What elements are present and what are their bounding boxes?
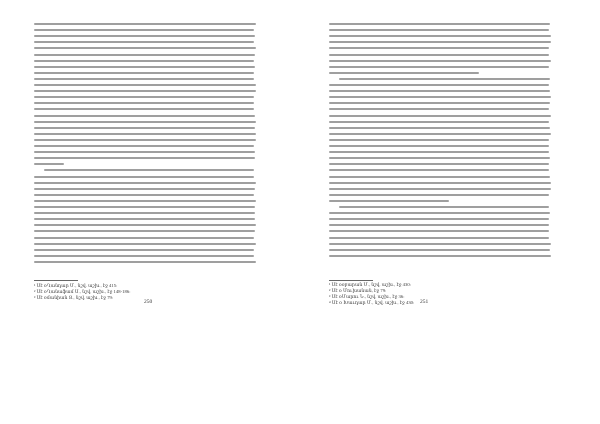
right-body-text-line	[329, 230, 549, 232]
right-body-text-line	[329, 47, 549, 49]
right-footnote-2: ² Սէ օ Մուխանան, էջ 79:	[329, 288, 387, 293]
left-body-text-line	[34, 121, 256, 123]
left-body-text-line	[34, 84, 256, 86]
right-body-text-line	[329, 169, 549, 171]
left-footnote-rule	[34, 280, 78, 281]
left-body-text-line	[34, 230, 255, 232]
left-body-text-line	[34, 176, 254, 178]
right-body-text-line	[329, 102, 550, 104]
left-body-text-line	[34, 72, 254, 74]
right-body-text-line	[329, 157, 550, 159]
right-body-text-line	[329, 41, 551, 43]
right-body-text-line	[329, 151, 549, 153]
left-body-text-line	[34, 182, 256, 184]
right-footnote-rule	[329, 280, 373, 281]
right-body-text-line	[329, 60, 551, 62]
left-body-text-line	[34, 157, 255, 159]
left-body-text-line	[34, 139, 256, 141]
right-body-text-line	[329, 224, 549, 226]
right-body-text-line	[329, 108, 549, 110]
left-body-text-line	[34, 102, 254, 104]
right-footnote-3: ³ Սէ օՄարու Ն., նշվ. աշխ., էջ 36:	[329, 294, 405, 299]
left-body-text-line	[34, 35, 255, 37]
right-body-text-line	[329, 237, 549, 239]
right-body-text-line	[329, 115, 551, 117]
right-body-text-line	[329, 35, 551, 37]
right-body-text-line	[329, 212, 550, 214]
right-body-text-line	[329, 90, 550, 92]
left-footnote-2: ² Սէ օՂանաֆամ Ս., նշվ. աշխ., էջ 148-186:	[34, 289, 131, 294]
left-body-text-line	[34, 218, 255, 220]
left-body-text-line	[34, 237, 254, 239]
left-body-text-line	[34, 249, 254, 251]
left-body-text-line	[34, 255, 254, 257]
right-footnote-4: ⁴ Սէ օ Խաւդար Մ., նշվ. աշխ., էջ 430:	[329, 300, 415, 305]
left-body-text-line	[34, 151, 255, 153]
left-body-text-line	[34, 261, 256, 263]
left-body-text-line	[34, 224, 256, 226]
right-body-text-line	[329, 176, 550, 178]
right-body-text-line	[329, 194, 549, 196]
right-body-text-line	[329, 127, 550, 129]
left-body-text-line	[34, 41, 254, 43]
left-body-text-line	[34, 29, 254, 31]
left-body-text-line	[34, 194, 254, 196]
left-body-text-line	[34, 54, 255, 56]
right-body-text-line	[329, 29, 549, 31]
right-body-text-line	[329, 139, 549, 141]
right-page-number: 251	[420, 299, 429, 305]
right-body-text-line	[329, 163, 549, 165]
right-body-text-line	[329, 23, 550, 25]
left-body-text-line	[34, 115, 255, 117]
left-body-text-line	[34, 127, 255, 129]
left-body-text-line	[34, 145, 254, 147]
left-body-text-line	[44, 169, 254, 171]
left-body-text-line	[34, 206, 255, 208]
right-body-text-line	[329, 145, 549, 147]
left-body-text-line	[34, 60, 254, 62]
right-body-text-line	[339, 206, 549, 208]
left-body-text-line	[34, 133, 256, 135]
left-body-text-line	[34, 243, 256, 245]
right-body-text-line	[329, 249, 550, 251]
right-footnote-1: ¹ Սէ օօբարան Մ., նշվ. աշխ., էջ 430:	[329, 282, 412, 287]
right-body-text-line	[329, 96, 551, 98]
right-body-text-line	[339, 78, 550, 80]
right-body-text-line	[329, 188, 551, 190]
right-body-text-line	[329, 200, 449, 202]
left-body-text-line	[34, 47, 256, 49]
right-body-text-line	[329, 255, 551, 257]
left-body-text-line	[34, 90, 256, 92]
left-body-text-line	[34, 96, 254, 98]
right-body-text-line	[329, 243, 551, 245]
right-page	[300, 0, 600, 424]
right-body-text-line	[329, 54, 549, 56]
left-page-number: 250	[144, 299, 153, 305]
left-body-text-line	[34, 188, 255, 190]
left-footnote-3: ³ Սէ օմանիան Ց., նշվ. աշխ., էջ 79:	[34, 295, 114, 300]
right-body-text-line	[329, 121, 549, 123]
left-body-text-line	[34, 163, 64, 165]
right-body-text-line	[329, 133, 551, 135]
left-body-text-line	[34, 200, 256, 202]
right-body-text-line	[329, 182, 551, 184]
right-body-text-line	[329, 218, 549, 220]
left-body-text-line	[34, 66, 255, 68]
left-body-text-line	[34, 108, 254, 110]
left-body-text-line	[34, 23, 256, 25]
left-body-text-line	[34, 78, 254, 80]
right-body-text-line	[329, 66, 549, 68]
right-body-text-line	[329, 72, 479, 74]
left-footnote-1: ¹ Սէ օՂանդար Մ., նշվ. աշխ., էջ 415:	[34, 283, 118, 288]
right-body-text-line	[329, 84, 549, 86]
left-body-text-line	[34, 212, 255, 214]
